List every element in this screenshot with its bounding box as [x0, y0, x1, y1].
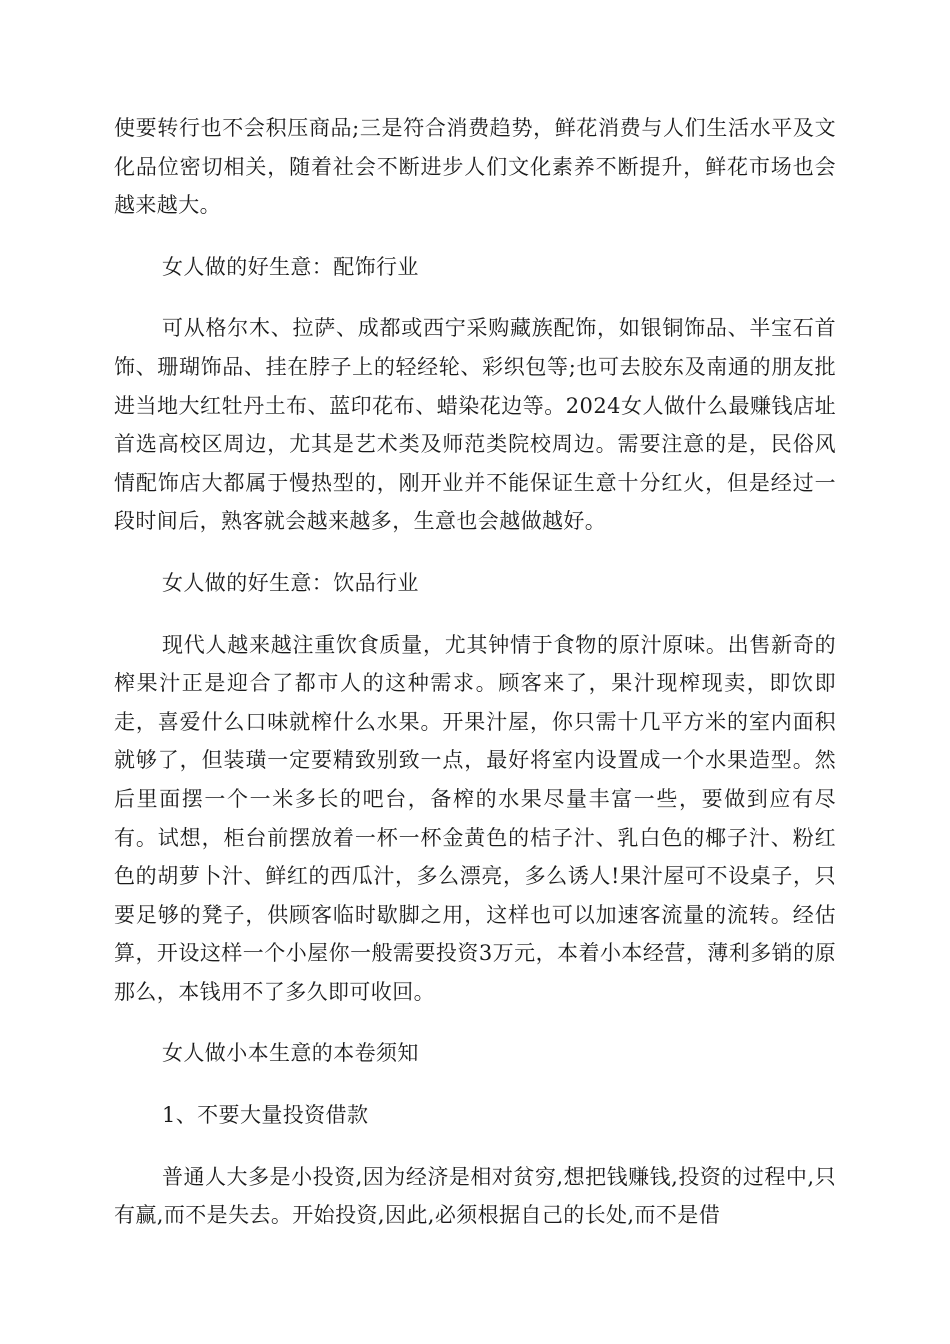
section-heading-drinks: 女人做的好生意：饮品行业 [162, 570, 419, 595]
paragraph-gap [114, 1011, 836, 1034]
section-heading-accessories: 女人做的好生意：配饰行业 [162, 254, 419, 279]
paragraph-gap [114, 286, 836, 309]
paragraph-gap [114, 603, 836, 626]
paragraph-accessories: 可从格尔木、拉萨、成都或西宁采购藏族配饰，如银铜饰品、半宝石首饰、珊瑚饰品、挂在脖子上的轻经轮、彩织包等;也可去胶东及南通的朋友批进当地大红牡丹土布、蓝印花布、蜡染花边等。2024女人做什么最赚钱店址首选高校区周边，尤其是艺术类及师范类院校周边。需要注意的是，民俗风情配饰店大都属于慢热型的，刚开业并不能保证生意十分红火，但是经过一段时间后，熟客就会越来越多，生意也会越做越好。 [114, 316, 836, 534]
paragraph-gap [114, 1073, 836, 1096]
paragraph-continuation: 使要转行也不会积压商品;三是符合消费趋势，鲜花消费与人们生活水平及文化品位密切相关，随着社会不断进步人们文化素养不断提升，鲜花市场也会越来越大。 [114, 116, 836, 218]
paragraph-drinks: 现代人越来越注重饮食质量，尤其钟情于食物的原汁原味。出售新奇的榨果汁正是迎合了都市人的这种需求。顾客来了，果汁现榨现卖，即饮即走，喜爱什么口味就榨什么水果。开果汁屋，你只需十几平方米的室内面积就够了，但装璜一定要精致别致一点，最好将室内设置成一个水果造型。然后里面摆一个一米多长的吧台，备榨的水果尽量丰富一些，要做到应有尽有。试想，柜台前摆放着一杯一杯金黄色的桔子汁、乳白色的椰子汁、粉红色的胡萝卜汁、鲜红的西瓜汁，多么漂亮，多么诱人!果汁屋可不设桌子，只要足够的凳子，供顾客临时歇脚之用，这样也可以加速客流量的流转。经估算，开设这样一个小屋你一般需要投资3万元，本着小本经营，薄利多销的原那么，本钱用不了多久即可收回。 [114, 632, 836, 1004]
paragraph-investment: 普通人大多是小投资,因为经济是相对贫穷,想把钱赚钱,投资的过程中,只有赢,而不是失去。开始投资,因此,必须根据自己的长处,而不是借 [114, 1164, 836, 1228]
document-body [114, 109, 836, 1235]
paragraph-gap [114, 1135, 836, 1158]
section-heading-notes: 女人做小本生意的本卷须知 [162, 1041, 419, 1066]
paragraph-gap [114, 541, 836, 564]
paragraph-gap [114, 225, 836, 248]
list-item-heading-1: 1、不要大量投资借款 [162, 1103, 369, 1128]
